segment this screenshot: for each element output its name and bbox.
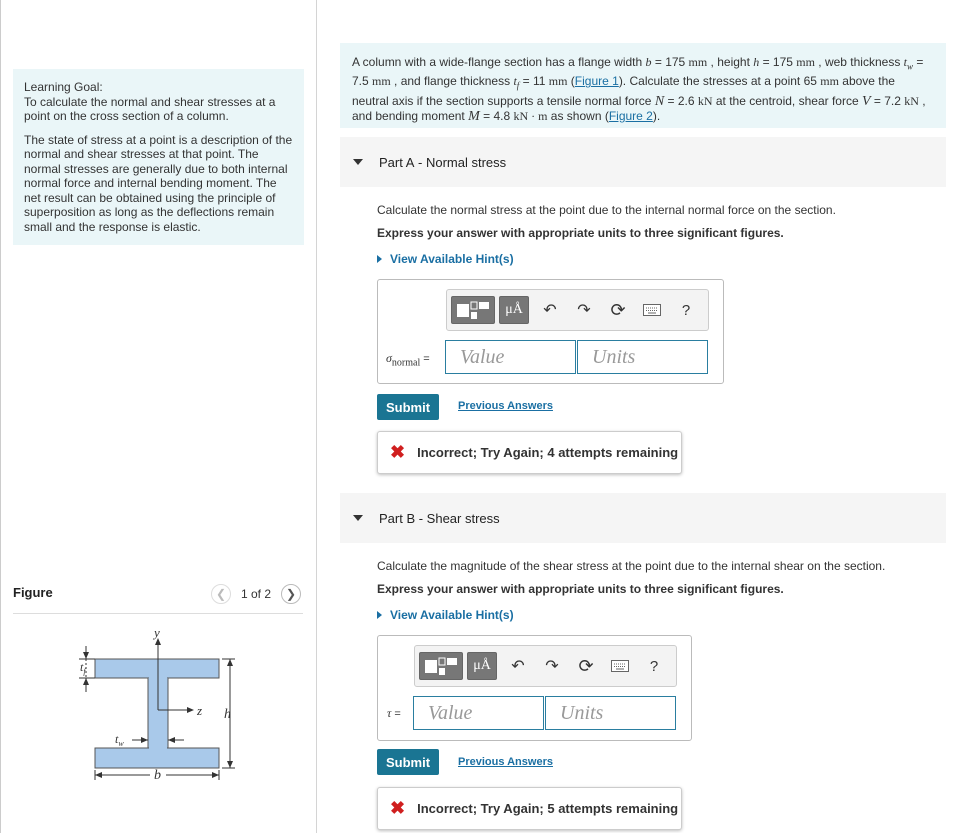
redo-icon: ↷ bbox=[545, 658, 559, 675]
wide-flange-figure bbox=[70, 622, 250, 787]
part-a-units-input[interactable]: Units bbox=[577, 340, 708, 374]
tw-dimension-label: $t_w$ bbox=[115, 732, 124, 748]
keyboard-button[interactable] bbox=[635, 296, 669, 324]
units-icon: μÅ bbox=[473, 658, 491, 673]
sigma-normal-label: $\sigma_{normal}$ = bbox=[386, 351, 430, 369]
keyboard-button[interactable] bbox=[603, 652, 637, 680]
part-a-submit-button[interactable]: Submit bbox=[377, 394, 439, 420]
prev-figure-button[interactable]: ❮ bbox=[211, 584, 231, 604]
undo-icon: ↶ bbox=[543, 302, 557, 319]
expand-caret-icon bbox=[377, 255, 382, 263]
help-button[interactable] bbox=[669, 296, 703, 324]
tf-dimension-label: $t_f$ bbox=[80, 660, 86, 676]
part-a-feedback-text: Incorrect; Try Again; 4 attempts remaining bbox=[417, 445, 679, 460]
templates-icon bbox=[455, 300, 491, 320]
help-icon: ? bbox=[649, 657, 659, 675]
keyboard-icon bbox=[611, 660, 629, 672]
units-button[interactable] bbox=[467, 652, 497, 680]
part-b-instruction: Express your answer with appropriate units to three significant figures. bbox=[377, 582, 784, 596]
redo-button[interactable] bbox=[535, 652, 569, 680]
collapse-caret-icon bbox=[353, 515, 363, 521]
part-b-question: Calculate the magnitude of the shear stress at the point due to the internal shear on the section. bbox=[377, 559, 886, 573]
learning-goal-panel bbox=[13, 69, 304, 245]
z-axis-label: z bbox=[197, 703, 203, 718]
reset-button[interactable] bbox=[601, 296, 635, 324]
redo-button[interactable] bbox=[567, 296, 601, 324]
templates-button[interactable] bbox=[451, 296, 495, 324]
reset-button[interactable] bbox=[569, 652, 603, 680]
part-b-value-input[interactable]: Value bbox=[413, 696, 544, 730]
problem-statement: A column with a wide-flange section has a flange width b = 175 mm , height h = 175 mm , web thickness $t_w = 7.5$ mm , and flange thickness $t_f = 11$ mm (Figure 1). Calculate the stresses at a point 65 mm above the neutral axis if the section supports a tensile normal force N = 2.6 kN at the centroid, shear force V = 7.2 kN , and bending moment M = 4.8 kN · m as shown (Figure 2). bbox=[340, 43, 946, 128]
learning-goal-description: The state of stress at a point is a description of the normal and shear stresses at that point. The normal stresses are generally due to both internal normal force and internal bending moment. The net result can be obtained using the principle of superposition as long as the deflections remain small and the response is elastic. bbox=[24, 132, 293, 234]
part-b-label: Part B bbox=[379, 510, 416, 526]
figure-title: Figure bbox=[13, 585, 53, 600]
undo-button[interactable] bbox=[533, 296, 567, 324]
undo-icon: ↶ bbox=[511, 658, 525, 675]
bottom-flange bbox=[95, 748, 219, 768]
h-dimension-label: h bbox=[224, 707, 231, 722]
templates-icon bbox=[423, 656, 459, 676]
units-button[interactable] bbox=[499, 296, 529, 324]
left-border bbox=[0, 0, 1, 833]
part-a-previous-answers-link[interactable]: Previous Answers bbox=[458, 400, 553, 412]
next-figure-button[interactable]: ❯ bbox=[281, 584, 301, 604]
part-b-toolbar bbox=[414, 645, 677, 687]
part-a-value-input[interactable]: Value bbox=[445, 340, 576, 374]
undo-button[interactable] bbox=[501, 652, 535, 680]
figure-rule bbox=[13, 613, 303, 614]
collapse-caret-icon bbox=[353, 159, 363, 165]
part-b-title: - Shear stress bbox=[415, 510, 500, 526]
part-b-feedback-text: Incorrect; Try Again; 5 attempts remaining bbox=[417, 801, 679, 816]
learning-goal-line: To calculate the normal and shear stresses at a point on the cross section of a column. bbox=[24, 94, 276, 123]
top-flange bbox=[95, 659, 219, 678]
keyboard-icon bbox=[643, 304, 661, 316]
part-b-submit-button[interactable]: Submit bbox=[377, 749, 439, 775]
part-a-hint-toggle[interactable] bbox=[377, 252, 514, 266]
part-a-toolbar bbox=[446, 289, 709, 331]
part-b-feedback bbox=[377, 787, 682, 830]
help-button[interactable] bbox=[637, 652, 671, 680]
part-b-units-input[interactable]: Units bbox=[545, 696, 676, 730]
part-b-hint-label: View Available Hint(s) bbox=[390, 608, 514, 622]
units-icon: μÅ bbox=[505, 302, 523, 317]
y-axis-label: y bbox=[154, 625, 160, 640]
part-b-previous-answers-link[interactable]: Previous Answers bbox=[458, 756, 553, 768]
part-b-answer-box bbox=[377, 635, 692, 741]
part-a-feedback bbox=[377, 431, 682, 474]
error-x-icon: ✖ bbox=[390, 798, 406, 818]
help-icon: ? bbox=[681, 301, 691, 319]
figure-2-link[interactable]: Figure 2 bbox=[608, 108, 653, 123]
reset-icon: ⟳ bbox=[610, 299, 626, 320]
figure-1-link[interactable]: Figure 1 bbox=[574, 74, 619, 89]
part-a-answer-box bbox=[377, 279, 724, 384]
figure-pager bbox=[211, 584, 301, 604]
part-a-hint-label: View Available Hint(s) bbox=[390, 252, 514, 266]
expand-caret-icon bbox=[377, 611, 382, 619]
part-a-header[interactable] bbox=[340, 137, 946, 187]
b-dimension-label: b bbox=[154, 768, 161, 783]
part-a-question: Calculate the normal stress at the point due to the internal normal force on the section. bbox=[377, 203, 836, 217]
part-a-title: - Normal stress bbox=[414, 154, 507, 170]
part-a-label: Part A bbox=[379, 154, 415, 170]
tau-label: τ = bbox=[387, 706, 401, 720]
part-a-instruction: Express your answer with appropriate units to three significant figures. bbox=[377, 226, 784, 240]
reset-icon: ⟳ bbox=[578, 655, 594, 676]
learning-goal-title: Learning Goal: bbox=[24, 80, 103, 94]
templates-button[interactable] bbox=[419, 652, 463, 680]
column-divider bbox=[316, 0, 317, 833]
figure-page-count: 1 of 2 bbox=[241, 587, 272, 601]
part-b-header[interactable] bbox=[340, 493, 946, 543]
redo-icon: ↷ bbox=[577, 302, 591, 319]
part-b-hint-toggle[interactable] bbox=[377, 608, 514, 622]
error-x-icon: ✖ bbox=[390, 442, 406, 462]
